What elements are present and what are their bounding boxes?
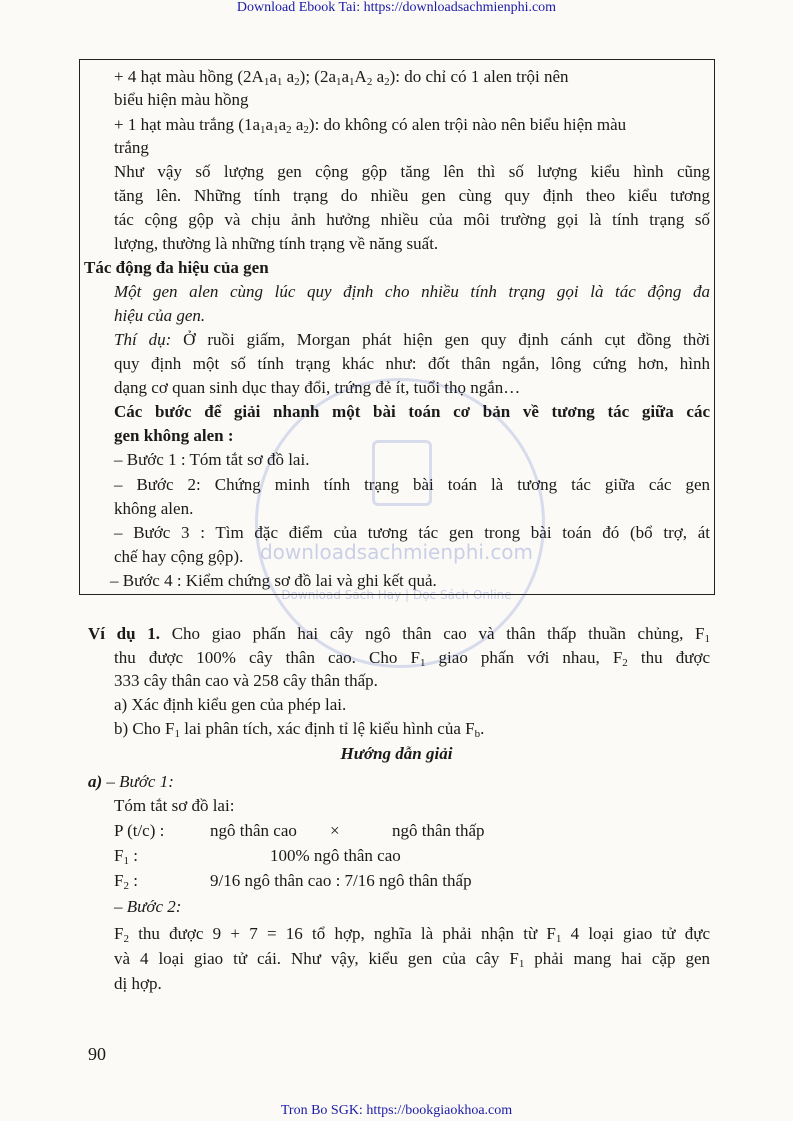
summary-heading: Tóm tắt sơ đồ lai: [114, 796, 235, 815]
watermark-site: downloadsachmienphi.com [259, 540, 534, 564]
part-a-step-1: a) – Bước 1: [88, 772, 174, 791]
example-line-3: dạng cơ quan sinh dục thay đổi, trứng đẻ ít, tuổi thọ ngắn… [114, 378, 521, 397]
example-intro-line-1: Ví dụ 1. Cho giao phấn hai cây ngô thân cao và thân thấp thuần chủng, $F_1$ [88, 624, 710, 645]
watermark-tagline: Download Sách Hay | Đọc Sách Online [281, 588, 512, 602]
step-2-body-line-3: dị hợp. [114, 974, 162, 993]
step-2-line-1: – Bước 2: Chứng minh tính trạng bài toán là tương tác giữa các gen [114, 475, 710, 494]
steps-title-1: Các bước để giải nhanh một bài toán cơ bản về tương tác giữa các [114, 402, 710, 421]
part-a-step-2: – Bước 2: [114, 897, 182, 916]
question-a: a) Xác định kiểu gen của phép lai. [114, 695, 347, 714]
step-1: – Bước 1 : Tóm tắt sơ đồ lai. [114, 450, 310, 469]
box-line-1: + 4 hạt màu hồng ($2A_1a_1$ $a_2$); ($2a_1a_1A_2$ $a_2$): do chỉ có 1 alen trội nên [114, 67, 569, 88]
cross-p-tall: ngô thân cao [210, 821, 297, 840]
steps-title-2: gen không alen : [114, 426, 234, 445]
step-3-line-1: – Bước 3 : Tìm đặc điểm của tương tác gen trong bài toán đó (bổ trợ, át [114, 523, 710, 542]
page-number: 90 [88, 1044, 106, 1064]
example-intro-line-3: 333 cây thân cao và 258 cây thân thấp. [114, 671, 378, 690]
header-download-link[interactable]: Download Ebook Tai: https://downloadsachmienphi.com [236, 0, 557, 15]
example-line-2: quy định một số tính trạng khác như: đốt thân ngắn, lông cứng hơn, hình [114, 354, 710, 373]
cross-symbol: × [330, 821, 340, 840]
definition-line-2: hiệu của gen. [114, 306, 206, 325]
f2-label: $F_2$ : [114, 871, 138, 892]
cross-p-label: P (t/c) : [114, 821, 165, 840]
step-4: – Bước 4 : Kiểm chứng sơ đồ lai và ghi kết quả. [110, 571, 437, 590]
box-line-8: lượng, thường là những tính trạng về năng suất. [114, 234, 439, 253]
box-line-6: tăng lên. Những tính trạng do nhiều gen cùng quy định theo kiểu tương [114, 186, 710, 205]
f2-value: 9/16 ngô thân cao : 7/16 ngô thân thấp [210, 871, 472, 890]
cross-p-short: ngô thân thấp [392, 821, 485, 840]
example-line-1: Thí dụ: Ở ruồi giấm, Morgan phát hiện gen quy định cánh cụt đồng thời [114, 330, 710, 349]
step-2-line-2: không alen. [114, 499, 194, 518]
box-line-4: trắng [114, 138, 149, 157]
step-3-line-2: chế hay cộng gộp). [114, 547, 244, 566]
question-b: b) Cho $F_1$ lai phân tích, xác định tỉ lệ kiểu hình của $F_b$. [114, 719, 485, 740]
box-line-7: tác cộng gộp và chịu ảnh hưởng nhiều của môi trường gọi là tính trạng số [114, 210, 710, 229]
guide-title: Hướng dẫn giải [340, 744, 453, 763]
f1-value: 100% ngô thân cao [270, 846, 401, 865]
definition-line-1: Một gen alen cùng lúc quy định cho nhiều tính trạng gọi là tác động đa [114, 282, 710, 301]
box-line-5: Như vậy số lượng gen cộng gộp tăng lên thì số lượng kiểu hình cũng [114, 162, 710, 181]
section-heading: Tác động đa hiệu của gen [84, 258, 269, 277]
box-line-3: + 1 hạt màu trắng ($1a_1a_1a_2$ $a_2$): do không có alen trội nào nên biểu hiện màu [114, 115, 627, 136]
step-2-body-line-1: $F_2$ thu được 9 + 7 = 16 tổ hợp, nghĩa là phải nhận từ $F_1$ 4 loại giao tử đực [114, 924, 710, 945]
footer-sgk-link[interactable]: Tron Bo SGK: https://bookgiaokhoa.com [280, 1103, 513, 1118]
example-intro-line-2: thu được 100% cây thân cao. Cho $F_1$ giao phấn với nhau, $F_2$ thu được [114, 648, 710, 669]
step-2-body-line-2: và 4 loại giao tử cái. Như vậy, kiểu gen của cây $F_1$ phải mang hai cặp gen [114, 949, 710, 970]
box-line-2: biểu hiện màu hồng [114, 90, 249, 109]
f1-label: $F_1$ : [114, 846, 138, 867]
